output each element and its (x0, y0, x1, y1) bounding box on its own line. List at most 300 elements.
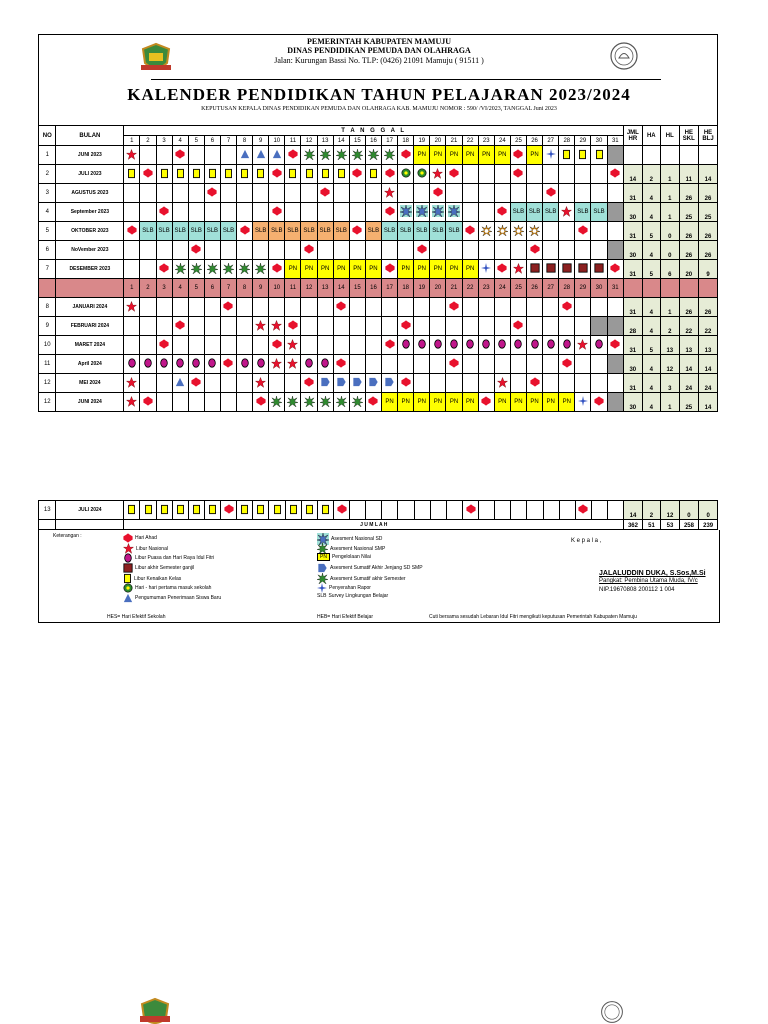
day-cell (124, 317, 140, 336)
day-cell (430, 298, 446, 317)
day-cell (575, 165, 591, 184)
day-cell (350, 501, 366, 520)
day-cell-dot-icon (140, 393, 156, 412)
day-cell-sun-icon (285, 393, 301, 412)
day-cell (220, 374, 236, 393)
day-cell (333, 336, 349, 355)
day-cell-sq-icon (575, 260, 591, 279)
day-cell-slb: SLB (269, 222, 285, 241)
sum-heb: 0 (699, 501, 718, 520)
day-cell (430, 317, 446, 336)
col-heb: HE BLJ (699, 126, 718, 146)
day-cell-pn: PN (559, 393, 575, 412)
sum-jml: 30 (624, 203, 642, 222)
day-cell-o-icon (591, 336, 607, 355)
sep-day-number: 15 (349, 279, 365, 298)
day-cell-dot-icon (382, 260, 398, 279)
sep-day-number: 4 (172, 279, 188, 298)
day-cell (494, 184, 510, 203)
day-cell-box-icon (188, 165, 204, 184)
day-cell (253, 241, 269, 260)
day-cell (575, 241, 591, 260)
day-cell (285, 203, 301, 222)
legend-title: Keterangan : (53, 533, 82, 539)
day-cell-sun-icon (253, 260, 269, 279)
row-no: 13 (39, 501, 56, 520)
day-cell-o-icon (204, 355, 220, 374)
day-cell-pn: PN (414, 393, 430, 412)
day-cell (269, 241, 285, 260)
sep-cell (624, 279, 642, 298)
sum-ha: 4 (642, 355, 660, 374)
day-cell-sun-icon (349, 146, 365, 165)
day-number: 25 (510, 136, 526, 146)
day-number: 5 (188, 136, 204, 146)
day-cell (607, 222, 624, 241)
day-cell (220, 184, 236, 203)
sum-heb: 13 (699, 336, 718, 355)
day-cell-box-icon (237, 165, 253, 184)
day-cell-dot-icon (349, 165, 365, 184)
day-cell (204, 317, 220, 336)
day-cell-pn: PN (398, 393, 414, 412)
day-cell-slb: SLB (591, 203, 607, 222)
sep-day-number: 14 (333, 279, 349, 298)
day-cell (527, 501, 543, 520)
sum-hl: 6 (661, 260, 679, 279)
sum-jml: 30 (624, 393, 642, 412)
day-cell-dot-icon (333, 501, 349, 520)
day-cell (446, 374, 462, 393)
day-number: 19 (414, 136, 430, 146)
day-number: 16 (365, 136, 381, 146)
sum-ha: 4 (642, 203, 660, 222)
day-number: 17 (382, 136, 398, 146)
sum-hl: 1 (661, 165, 679, 184)
sum-heb: 26 (699, 222, 718, 241)
day-cell-o-icon (172, 355, 188, 374)
day-cell-dot-icon (398, 146, 414, 165)
day-cell (607, 184, 624, 203)
day-cell (543, 165, 559, 184)
sep-day-number: 13 (317, 279, 333, 298)
day-cell (591, 501, 607, 520)
day-cell (478, 184, 494, 203)
day-cell-slb: SLB (220, 222, 236, 241)
day-cell-dot-icon (494, 203, 510, 222)
legend-text: Libur akhir Semester ganjil (135, 565, 195, 571)
day-cell-dot-icon (317, 184, 333, 203)
day-cell-slb: SLB (253, 222, 269, 241)
sum-jml: 30 (624, 355, 642, 374)
day-cell (220, 336, 236, 355)
sum-heb: 26 (699, 298, 718, 317)
day-cell (559, 241, 575, 260)
day-number: 3 (156, 136, 172, 146)
month-name: AGUSTUS 2023 (56, 184, 124, 203)
day-cell-dot-icon (559, 298, 575, 317)
day-cell-box-icon (204, 165, 220, 184)
total-jml: 362 (624, 520, 643, 530)
sum-hes: 0 (679, 501, 699, 520)
day-cell (478, 203, 494, 222)
day-cell-dot-icon (575, 501, 591, 520)
day-cell-o-icon (398, 336, 414, 355)
day-cell-star-icon (253, 317, 269, 336)
day-cell-pn: PN (414, 146, 430, 165)
sum-heb: 25 (699, 203, 718, 222)
sum-hes (679, 146, 699, 165)
month-row (39, 222, 718, 241)
day-number: 2 (140, 136, 156, 146)
day-cell (398, 298, 414, 317)
day-cell-sq-icon (543, 260, 559, 279)
sum-hes: 20 (679, 260, 699, 279)
day-cell (495, 501, 511, 520)
sep-day-number: 7 (220, 279, 236, 298)
day-cell-dot-icon (172, 317, 188, 336)
day-cell (188, 146, 204, 165)
day-cell-pn: PN (285, 260, 301, 279)
day-cell (591, 355, 607, 374)
sep-day-number: 8 (237, 279, 253, 298)
day-cell-empty (607, 241, 624, 260)
day-cell-box-icon (285, 501, 301, 520)
day-cell-dot-icon (269, 260, 285, 279)
sum-hl: 12 (661, 355, 679, 374)
regency-logo-icon (138, 996, 172, 1024)
day-cell (253, 298, 269, 317)
day-cell (510, 184, 526, 203)
day-cell (301, 184, 317, 203)
day-cell (559, 222, 575, 241)
day-cell-pn: PN (398, 260, 414, 279)
sum-jml: 14 (624, 165, 642, 184)
day-cell-green-icon (398, 165, 414, 184)
day-cell-tri-icon (253, 146, 269, 165)
day-cell (479, 501, 495, 520)
day-cell-dot-icon (156, 336, 172, 355)
day-cell (559, 374, 575, 393)
day-cell (365, 203, 381, 222)
day-cell (204, 393, 220, 412)
day-cell-dot-icon (172, 146, 188, 165)
jumlah-blank (56, 520, 124, 530)
day-cell-sq-icon (591, 260, 607, 279)
day-cell-box-icon (124, 501, 140, 520)
day-cell-slb: SLB (414, 222, 430, 241)
sep-day-number: 5 (188, 279, 204, 298)
sum-ha: 5 (642, 222, 660, 241)
day-cell (446, 501, 462, 520)
day-cell (494, 317, 510, 336)
header-divider (151, 79, 661, 80)
month-name: JULI 2023 (56, 165, 124, 184)
day-cell (156, 184, 172, 203)
day-number: 20 (430, 136, 446, 146)
sum-hes: 26 (679, 222, 699, 241)
day-cell-pn: PN (365, 260, 381, 279)
sep-day-number: 22 (462, 279, 478, 298)
day-cell-o-icon (317, 355, 333, 374)
sep-day-number: 31 (607, 279, 624, 298)
day-cell-dot-icon (382, 165, 398, 184)
sep-day-number: 11 (285, 279, 301, 298)
day-cell (285, 241, 301, 260)
day-cell-dot-icon (220, 298, 236, 317)
total-heb: 239 (699, 520, 718, 530)
day-cell-dot-icon (398, 374, 414, 393)
day-cell (188, 336, 204, 355)
day-cell (382, 298, 398, 317)
day-cell (333, 317, 349, 336)
day-cell (156, 298, 172, 317)
day-number: 27 (543, 136, 559, 146)
day-cell (414, 501, 430, 520)
day-cell-dot-icon (510, 165, 526, 184)
day-cell-dot-icon (414, 241, 430, 260)
day-cell (543, 298, 559, 317)
day-cell (172, 336, 188, 355)
sum-heb (699, 146, 718, 165)
legend-text: Pengelolaan Nilai (331, 554, 371, 560)
day-cell (220, 203, 236, 222)
sep-day-number: 26 (527, 279, 543, 298)
sum-heb: 14 (699, 355, 718, 374)
day-cell-star-icon (285, 355, 301, 374)
sep-cell (39, 279, 56, 298)
day-cell-dot-icon (221, 501, 237, 520)
day-cell (382, 501, 398, 520)
day-cell-box-icon (188, 501, 204, 520)
day-cell (204, 203, 220, 222)
day-cell (462, 298, 478, 317)
day-cell (317, 317, 333, 336)
day-cell-sun-icon (220, 260, 236, 279)
day-cell-asn-icon (446, 203, 462, 222)
month-name: JUNI 2024 (56, 393, 124, 412)
sep-day-number: 20 (430, 279, 446, 298)
day-cell-dot-icon (559, 355, 575, 374)
day-cell (253, 203, 269, 222)
day-cell (301, 317, 317, 336)
day-cell (494, 165, 510, 184)
jumlah-row (39, 520, 718, 530)
month-name: MARET 2024 (56, 336, 124, 355)
day-cell-star-icon (559, 203, 575, 222)
day-cell (301, 336, 317, 355)
sum-hes: 25 (679, 393, 699, 412)
day-cell-box-icon (365, 165, 381, 184)
day-cell-o-icon (543, 336, 559, 355)
day-cell-star-icon (575, 336, 591, 355)
sum-ha: 2 (642, 165, 660, 184)
sum-heb: 26 (699, 184, 718, 203)
sep-day-number: 29 (575, 279, 591, 298)
day-cell-dot-icon (510, 317, 526, 336)
day-cell-empty (607, 146, 624, 165)
sum-ha: 4 (642, 374, 660, 393)
day-cell (543, 222, 559, 241)
day-cell-slb: SLB (188, 222, 204, 241)
day-cell-hex-icon (365, 374, 381, 393)
day-cell-dot-icon (124, 222, 140, 241)
day-cell (575, 184, 591, 203)
day-cell (591, 374, 607, 393)
day-cell (527, 355, 543, 374)
day-cell-pn: PN (446, 393, 462, 412)
cuti-note: Cuti bersama sesudah Lebaran Idul Fitri mengikuti keputusan Pemerintah Kabupaten Mamuju (429, 614, 637, 620)
day-cell-pn: PN (414, 260, 430, 279)
day-cell-box-icon (301, 501, 317, 520)
day-cell-star-icon (510, 260, 526, 279)
legend-text: Libur Puasa dan Hari Raya Idul Fitri (135, 555, 215, 561)
row-no: 3 (39, 184, 56, 203)
day-cell-slb: SLB (204, 222, 220, 241)
day-cell (430, 355, 446, 374)
day-number: 22 (462, 136, 478, 146)
day-cell-star-icon (253, 374, 269, 393)
day-cell (543, 317, 559, 336)
sum-hl: 1 (661, 184, 679, 203)
sum-ha: 2 (642, 501, 661, 520)
day-cell-dot-icon (446, 298, 462, 317)
day-cell-box-icon (172, 501, 188, 520)
sep-day-number: 9 (253, 279, 269, 298)
day-cell-box-icon (237, 501, 253, 520)
day-cell-dot-icon (607, 260, 624, 279)
sum-heb: 24 (699, 374, 718, 393)
day-cell (414, 298, 430, 317)
signer-name: JALALUDDIN DUKA, S.Sos,M.Si (599, 570, 706, 577)
sum-heb: 22 (699, 317, 718, 336)
day-cell (285, 184, 301, 203)
day-cell (188, 298, 204, 317)
day-cell (220, 393, 236, 412)
day-cell (237, 336, 253, 355)
day-cell (543, 374, 559, 393)
day-cell (349, 298, 365, 317)
day-cell-dot-icon (204, 184, 220, 203)
day-cell-box-icon (559, 146, 575, 165)
day-cell (156, 241, 172, 260)
day-cell (430, 374, 446, 393)
day-cell (591, 298, 607, 317)
day-cell-box-icon (301, 165, 317, 184)
day-cell (446, 241, 462, 260)
row-no: 7 (39, 260, 56, 279)
month-name: JANUARI 2024 (56, 298, 124, 317)
sum-jml: 31 (624, 222, 642, 241)
day-cell (559, 165, 575, 184)
row-no: 8 (39, 298, 56, 317)
day-number: 24 (494, 136, 510, 146)
day-cell (365, 317, 381, 336)
day-cell-star-icon (494, 374, 510, 393)
day-cell-ask-icon (527, 222, 543, 241)
day-cell (398, 184, 414, 203)
day-cell-slb: SLB (156, 222, 172, 241)
day-cell-dot-icon (269, 336, 285, 355)
day-cell (204, 298, 220, 317)
separator-row (39, 279, 718, 298)
day-cell (301, 298, 317, 317)
day-cell (140, 241, 156, 260)
legend-text: Libur Nasional (136, 545, 168, 552)
sep-day-number: 30 (591, 279, 607, 298)
day-cell-ask-icon (478, 222, 494, 241)
day-cell-slb: SLB (317, 222, 333, 241)
month-name: OKTOBER 2023 (56, 222, 124, 241)
day-cell (510, 355, 526, 374)
sum-hes: 24 (679, 374, 699, 393)
day-cell-asn-icon (414, 203, 430, 222)
month-name: JUNI 2023 (56, 146, 124, 165)
day-cell (188, 317, 204, 336)
sum-ha: 4 (642, 241, 660, 260)
letterhead (38, 34, 718, 125)
sum-heb: 9 (699, 260, 718, 279)
day-cell-empty (607, 393, 624, 412)
day-cell (188, 184, 204, 203)
day-cell-sun-icon (382, 146, 398, 165)
month-row (39, 260, 718, 279)
day-cell-o-icon (124, 355, 140, 374)
sum-ha: 5 (642, 260, 660, 279)
sep-cell (699, 279, 718, 298)
legend-item (123, 533, 157, 543)
sum-jml: 31 (624, 298, 642, 317)
month-row (39, 165, 718, 184)
month-row (39, 317, 718, 336)
month-row (39, 355, 718, 374)
col-hes: HE SKL (679, 126, 699, 146)
day-cell (220, 241, 236, 260)
day-cell-pn: PN (382, 393, 398, 412)
day-cell (269, 298, 285, 317)
day-cell-pn: PN (430, 146, 446, 165)
sum-ha: 5 (642, 336, 660, 355)
sum-jml: 31 (624, 374, 642, 393)
day-cell (462, 317, 478, 336)
day-cell-sun-icon (301, 146, 317, 165)
day-cell-o-icon (301, 355, 317, 374)
day-cell-hex-icon (349, 374, 365, 393)
day-cell-dot-icon (301, 241, 317, 260)
sum-jml: 31 (624, 336, 642, 355)
day-cell-sun-icon (317, 146, 333, 165)
day-cell-hex-icon (317, 374, 333, 393)
day-cell-hex-icon (382, 374, 398, 393)
day-cell-dot-icon (527, 374, 543, 393)
day-cell-dot-icon (382, 203, 398, 222)
day-cell-o-icon (559, 336, 575, 355)
day-cell-dot-icon (333, 355, 349, 374)
legend-text: Libur Kenaikan Kelas (134, 575, 182, 582)
day-cell (349, 317, 365, 336)
day-cell (124, 184, 140, 203)
day-cell-pn: PN (446, 260, 462, 279)
day-cell-sun-icon (172, 260, 188, 279)
day-cell (382, 317, 398, 336)
day-cell-asn-icon (398, 203, 414, 222)
day-cell-slb: SLB (510, 203, 526, 222)
day-cell-star-icon (124, 393, 140, 412)
legend-text: Penyerahan Rapor (329, 585, 371, 591)
day-cell (543, 501, 559, 520)
day-cell-pn: PN (446, 146, 462, 165)
day-cell-box-icon (317, 165, 333, 184)
